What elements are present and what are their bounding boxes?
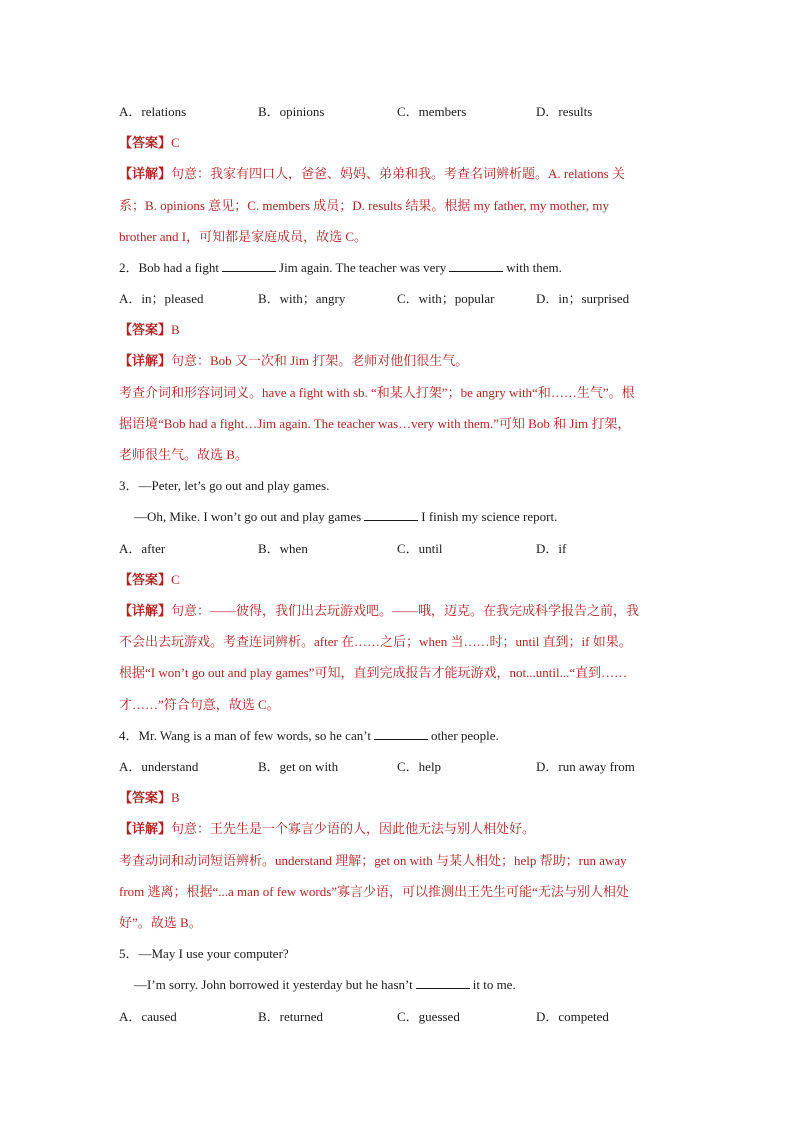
q3-stem: 3．—Peter, let’s go out and play games.	[119, 478, 330, 493]
answer-blank	[416, 976, 470, 989]
detail-label: 【详解】	[119, 353, 172, 368]
q5-stem: —I’m sorry. John borrowed it yesterday but he hasn’t it to me.	[134, 977, 516, 992]
q1-detail-line: 【详解】句意：我家有四口人，爸爸、妈妈、弟弟和我。考查名词辨析题。A. relations 关	[119, 166, 625, 181]
q1-detail-line: 系；B. opinions 意见；C. members 成员；D. results 结果。根据 my father, my mother, my	[119, 198, 610, 213]
q1-detail-line: brother and I，可知都是家庭成员，故选 C。	[119, 229, 368, 244]
q5-option-d: D．competed	[536, 1009, 609, 1024]
q5-option-a: A．caused	[119, 1009, 177, 1024]
answer-label: 【答案】	[119, 135, 172, 150]
q4-option-d: D．run away from	[536, 759, 635, 774]
q4-detail-line: 好”。故选 B。	[119, 915, 202, 930]
q2-detail-line: 老师很生气。故选 B。	[119, 447, 248, 462]
q2-detail-line: 【详解】句意：Bob 又一次和 Jim 打架。老师对他们很生气。	[119, 353, 469, 368]
detail-label: 【详解】	[119, 166, 172, 181]
answer-value: B	[171, 790, 180, 805]
q2-option-c: C．with；popular	[397, 291, 495, 306]
q5-stem: 5．—May I use your computer?	[119, 946, 289, 961]
q5-option-c: C．guessed	[397, 1009, 460, 1024]
q2-stem: 2．Bob had a fight Jim again. The teacher was very with them.	[119, 260, 562, 275]
q3-option-c: C．until	[397, 541, 443, 556]
q1-option-d: D．results	[536, 104, 593, 119]
answer-label: 【答案】	[119, 572, 172, 587]
q4-detail-line: from 逃离；根据“...a man of few words”寡言少语，可以推测出王先生可能“无法与别人相处	[119, 884, 629, 899]
q1-answer	[119, 134, 679, 152]
q4-options	[119, 758, 679, 776]
q1-options	[119, 103, 679, 121]
q4-detail-line: 【详解】句意：王先生是一个寡言少语的人，因此他无法与别人相处好。	[119, 821, 536, 836]
q2-options	[119, 290, 679, 308]
answer-label: 【答案】	[119, 790, 172, 805]
q3-option-b: B．when	[258, 541, 308, 556]
q2-answer	[119, 321, 679, 339]
q2-option-a: A．in；pleased	[119, 291, 204, 306]
q3-detail-line: 【详解】句意：——彼得，我们出去玩游戏吧。——哦，迈克。在我完成科学报告之前，我	[119, 603, 640, 618]
q4-stem: 4．Mr. Wang is a man of few words, so he can’t other people.	[119, 728, 499, 743]
detail-label: 【详解】	[119, 821, 172, 836]
q4-detail-line: 考查动词和动词短语辨析。understand 理解；get on with 与某人相处；help 帮助；run away	[119, 853, 627, 868]
answer-blank	[449, 259, 503, 272]
q3-stem: —Oh, Mike. I won’t go out and play games I finish my science report.	[134, 509, 558, 524]
answer-blank	[364, 508, 418, 521]
q4-option-b: B．get on with	[258, 759, 339, 774]
q1-option-c: C．members	[397, 104, 467, 119]
q2-option-b: B．with；angry	[258, 291, 346, 306]
q3-detail-line: 根据“I won’t go out and play games”可知，直到完成报告才能玩游戏，not...until...“直到……	[119, 665, 628, 680]
answer-value: C	[171, 135, 180, 150]
answer-value: C	[171, 572, 180, 587]
answer-label: 【答案】	[119, 322, 172, 337]
q3-option-a: A．after	[119, 541, 166, 556]
q5-options	[119, 1008, 679, 1026]
q4-answer	[119, 789, 679, 807]
answer-blank	[374, 727, 428, 740]
q5-option-b: B．returned	[258, 1009, 323, 1024]
q2-detail-line: 考查介词和形容词词义。have a fight with sb. “和某人打架”；be angry with“和……生气”。根	[119, 385, 635, 400]
q1-option-a: A．relations	[119, 104, 187, 119]
answer-blank	[222, 259, 276, 272]
q2-detail-line: 据语境“Bob had a fight…Jim again. The teacher was…very with them.”可知 Bob 和 Jim 打架，	[119, 416, 631, 431]
q3-option-d: D．if	[536, 541, 567, 556]
answer-value: B	[171, 322, 180, 337]
q3-detail-line: 不会出去玩游戏。考查连词辨析。after 在……之后；when 当……时；until 直到；if 如果。	[119, 634, 632, 649]
q3-options	[119, 540, 679, 558]
q4-option-a: A．understand	[119, 759, 199, 774]
q2-option-d: D．in；surprised	[536, 291, 630, 306]
q4-option-c: C．help	[397, 759, 442, 774]
detail-label: 【详解】	[119, 603, 172, 618]
q3-answer	[119, 571, 679, 589]
q1-option-b: B．opinions	[258, 104, 325, 119]
q3-detail-line: 才……”符合句意，故选 C。	[119, 697, 280, 712]
